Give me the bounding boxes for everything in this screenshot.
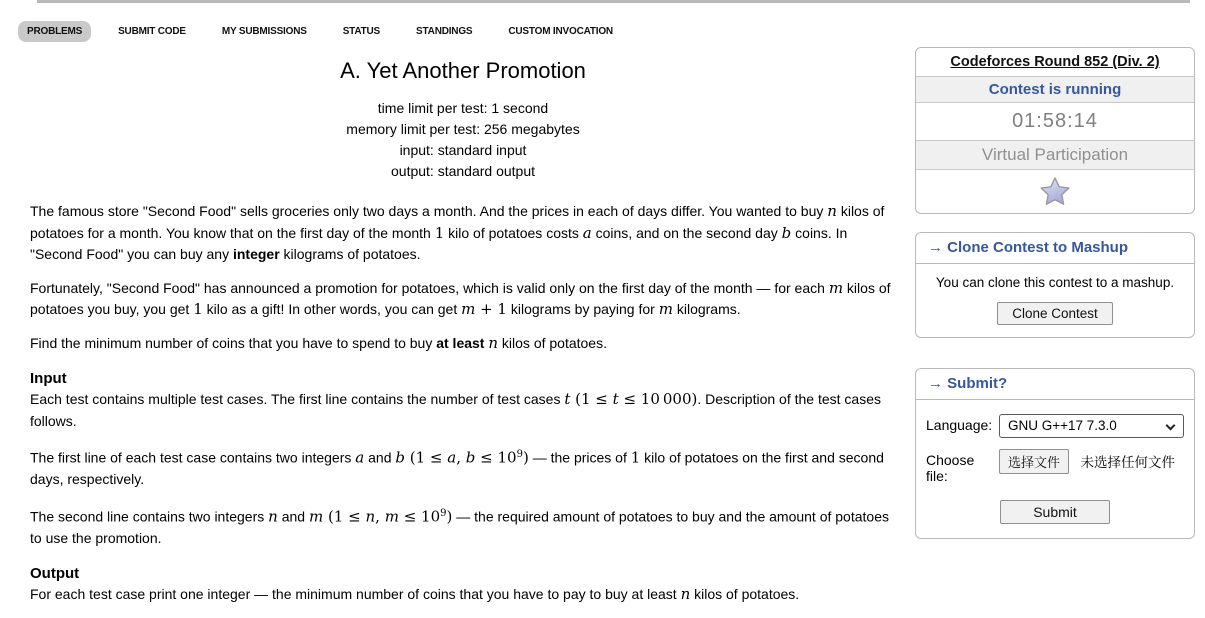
language-label: Language: [926, 417, 993, 433]
tab-standings[interactable]: STANDINGS [416, 26, 473, 37]
problem-title: A. Yet Another Promotion [340, 58, 586, 83]
tab-custom-invocation[interactable]: CUSTOM INVOCATION [508, 26, 613, 37]
output-spec: output: standard output [391, 163, 535, 179]
virtual-participation-label: Virtual Participation [916, 141, 1194, 170]
statement-paragraph: The famous store "Second Food" sells groceries only two days a month. And the prices in each of days differ. You wanted to buy n kilos of potatoes for a month. You know that on the first day of the month 1 kilo of potatoes costs a coins, and on the second day b coins. In "Second Food" you can buy any integer kilograms of potatoes. [30, 202, 885, 262]
submit-box-header: → Submit? [916, 369, 1194, 400]
language-select[interactable] [999, 414, 1184, 438]
page-top-divider [37, 0, 1190, 3]
clone-contest-box [915, 232, 1195, 338]
choose-file-row [926, 449, 1184, 484]
contest-info-box [915, 47, 1195, 214]
submit-button[interactable]: Submit [1000, 500, 1110, 524]
statement-paragraph: Fortunately, "Second Food" has announced a promotion for potatoes, which is valid only on the first day of the month — for each m kilos of potatoes you buy, you get 1 kilo as a gift! In other words, you can get m + 1 kilograms by paying for m kilograms. [30, 278, 891, 318]
clone-box-header: → Clone Contest to Mashup [916, 233, 1194, 264]
choose-file-label: Choose file: [926, 452, 975, 484]
file-status-text: 未选择任何文件 [1080, 455, 1175, 470]
star-icon[interactable] [1039, 176, 1071, 206]
input-spec: input: standard input [399, 142, 527, 158]
input-paragraph: The second line contains two integers n and m (1 ≤ n, $m \le 10^9$) — the required amount of potatoes to buy and the amount of potatoes to use the promotion. [30, 507, 889, 546]
problem-statement [30, 58, 896, 618]
memory-limit: memory limit per test: 256 megabytes [346, 121, 580, 137]
time-limit: time limit per test: 1 second [377, 100, 549, 116]
language-row [926, 414, 1184, 438]
output-section-header: Output [30, 565, 80, 583]
tab-submit-code[interactable]: SUBMIT CODE [118, 26, 186, 37]
input-section-header: Input [30, 370, 67, 387]
tab-status[interactable]: STATUS [342, 26, 381, 37]
output-paragraph: For each test case print one integer — the minimum number of coins that you have to pay to buy at least n kilos of potatoes. [30, 585, 800, 604]
clone-box-text: You can clone this contest to a mashup. [935, 275, 1175, 290]
choose-file-button[interactable]: 选择文件 [999, 449, 1069, 474]
input-paragraph: Each test contains multiple test cases. The first line contains the number of test cases t (1 ≤ t ≤ 10 000). Description of the test cases follows. [30, 390, 881, 429]
sidebar [915, 47, 1195, 539]
tab-my-submissions[interactable]: MY SUBMISSIONS [221, 26, 307, 37]
chevron-down-icon [1166, 421, 1176, 431]
clone-contest-button[interactable]: Clone Contest [997, 302, 1113, 325]
input-paragraph: The first line of each test case contains two integers a and b (1 ≤ a, $b \le 10^9$) — the prices of 1 kilo of potatoes on the first and second days, respectively. [30, 448, 884, 488]
submit-box [915, 368, 1195, 539]
tab-problems[interactable]: PROBLEMS [18, 21, 91, 42]
contest-tab-bar [18, 21, 622, 42]
statement-paragraph: Find the minimum number of coins that you have to spend to buy at least n kilos of potatoes. [30, 333, 607, 352]
star-row [916, 170, 1194, 213]
contest-countdown-timer: 01:58:14 [916, 103, 1194, 141]
contest-title-link[interactable]: Codeforces Round 852 (Div. 2) [950, 54, 1160, 70]
contest-title-row [916, 48, 1194, 77]
problem-header [30, 58, 896, 182]
language-selected-value: GNU G++17 7.3.0 [1008, 418, 1117, 433]
contest-status: Contest is running [916, 77, 1194, 103]
